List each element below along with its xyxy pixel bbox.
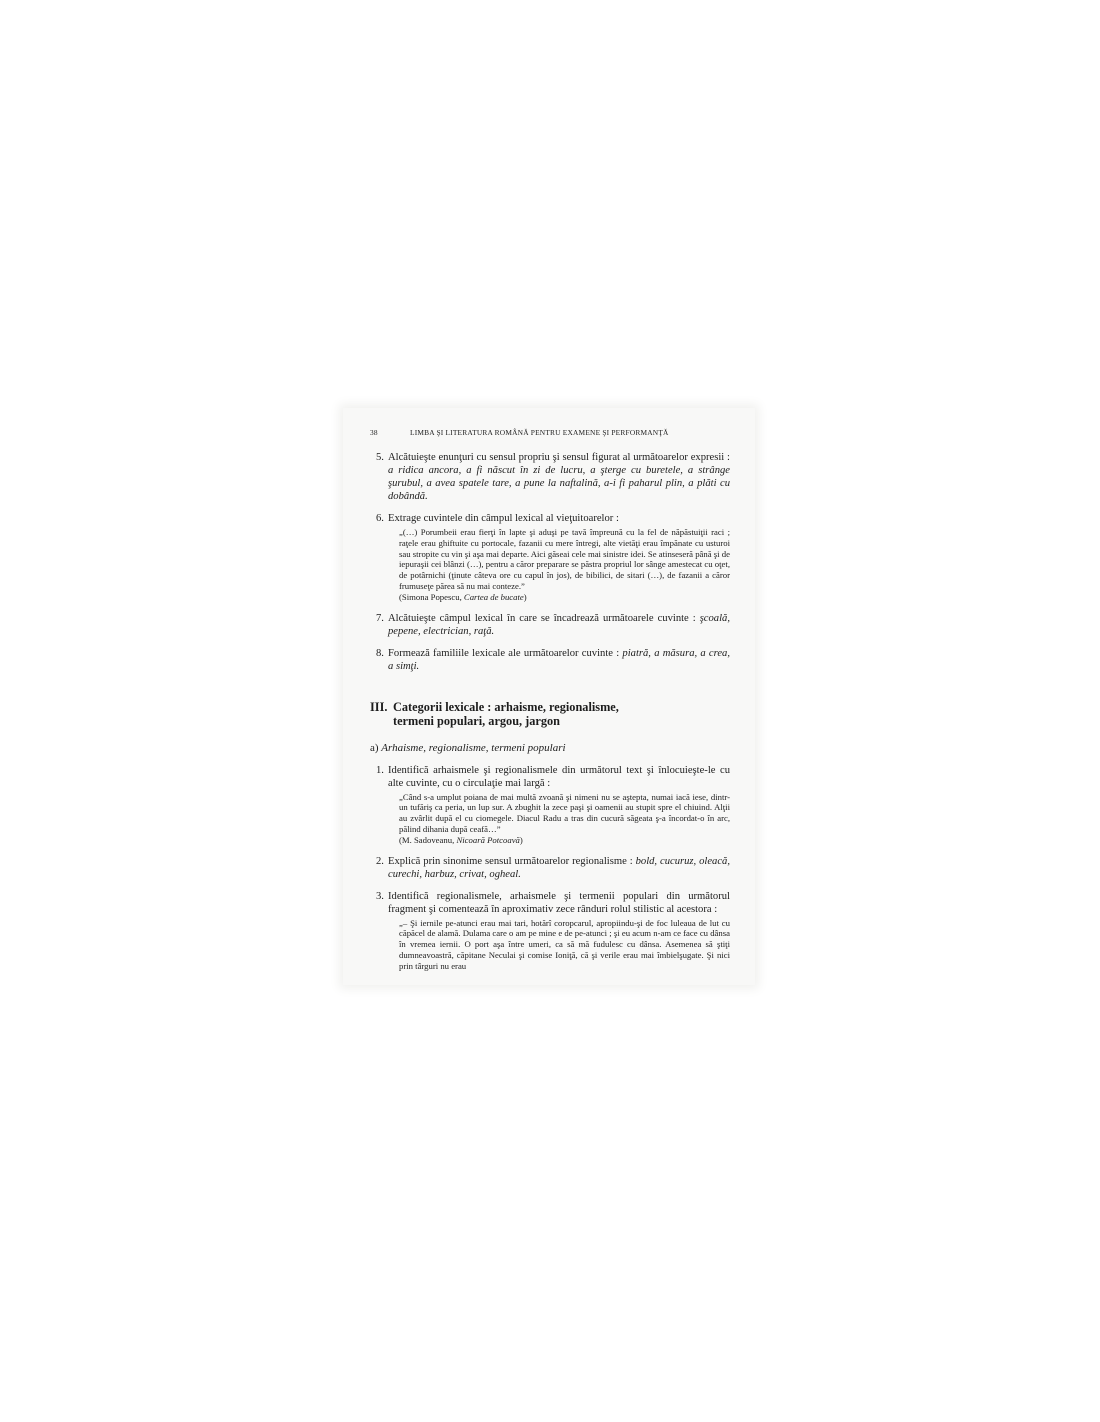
exercise-instruction: Formează familiile lexicale ale următoarelor cuvinte : xyxy=(388,647,623,659)
source-close: ) xyxy=(519,834,523,845)
source-work: Cartea de bucate xyxy=(463,591,524,602)
exercise-text xyxy=(388,451,730,503)
exercise-text xyxy=(388,855,730,881)
exercise-a1 xyxy=(370,764,730,846)
subsection-heading xyxy=(370,742,730,755)
exercise-number: 2. xyxy=(376,855,384,867)
quote-text: „(…) Porumbeii erau fierţi în lapte şi aduşi pe tavă împreună cu la fel de năpăstuiţii raci ; raţele erau ghiftuite cu portocale, fazanii cu mere întregi, alte vietăţi erau împănate cu usturoi sau stropite cu vin şi aşa mai departe. Aici găseai cele mai sinistre idei. Se atinseseră până şi de iepuraşii cei blânzi (…), pentru a căror preparare se păstra propriul lor sânge amestecat cu oţet, de potârnichi (ţinute câteva ore cu capul în jos), de bibilici, de sitari (…), de fazanii a căror frumuseţe părea să nu mai conteze.” xyxy=(399,527,730,591)
exercise-instruction: Extrage cuvintele din câmpul lexical al vieţuitoarelor : xyxy=(388,513,619,524)
exercise-8 xyxy=(370,647,730,673)
exercise-7 xyxy=(370,612,730,638)
exercise-number: 1. xyxy=(376,764,384,776)
exercise-items: bold, cucuruz, oleacă, curechi, harbuz, crivat, ogheal. xyxy=(388,855,730,880)
source-work: Nicoară Potcoavă xyxy=(456,834,520,845)
exercise-items: a ridica ancora, a fi născut în zi de lucru, a şterge cu buretele, a strânge şurubul, a avea spatele tare, a pune la naftalină, a-i fi paharul plin, a plăti cu dobândă. xyxy=(388,465,730,502)
page-content xyxy=(370,428,730,972)
exercise-instruction: Identifică arhaismele şi regionalismele din următorul text şi înlocuieşte-le cu alte cuvinte, cu o circulaţie mai largă : xyxy=(388,764,730,789)
section-title-line-1: Categorii lexicale : arhaisme, regionalisme, xyxy=(393,699,619,714)
quote-block xyxy=(399,792,730,846)
subsection-title: Arhaisme, regionalisme, termeni populari xyxy=(381,741,566,754)
exercise-number: 8. xyxy=(376,647,384,659)
exercise-5 xyxy=(370,451,730,503)
exercise-text xyxy=(388,647,730,673)
exercise-instruction: Explică prin sinonime sensul următoarelor regionalisme : xyxy=(388,855,636,867)
running-title: LIMBA ŞI LITERATURA ROMÂNĂ PENTRU EXAMENE ŞI PERFORMANŢĂ xyxy=(410,428,669,437)
page-number: 38 xyxy=(370,428,378,437)
quote-source xyxy=(399,592,730,603)
section-title-line-2: termeni populari, argou, jargon xyxy=(393,714,561,729)
quote-source xyxy=(399,835,730,846)
exercise-text xyxy=(388,612,730,638)
exercise-instruction: Identifică regionalismele, arhaismele şi termenii populari din următorul fragment şi comentează în aproximativ zece rânduri rolul stilistic al acestora : xyxy=(388,890,730,915)
quote-text: „Când s-a umplut poiana de mai multă zvoană şi nimeni nu se aştepta, numai iacă iese, dintr-un tufăriş ca peria, un lup sur. A zbughit la zece paşi şi oamenii au stupit spre el chiuind. Alţii au zvârlit după el cu ciomegele. Diacul Radu a tras din cucură săgeata ş-a încordat-o în arc, pălind dihania după ceafă…” xyxy=(399,791,730,834)
exercise-instruction: Alcătuieşte câmpul lexical în care se încadrează următoarele cuvinte : xyxy=(388,612,700,624)
exercise-items: piatră, a măsura, a crea, a simţi. xyxy=(388,647,730,672)
source-author: (Simona Popescu, xyxy=(399,591,464,602)
exercise-number: 7. xyxy=(376,612,384,624)
source-close: ) xyxy=(523,591,527,602)
exercise-a2 xyxy=(370,855,730,881)
source-author: (M. Sadoveanu, xyxy=(399,834,457,845)
quote-block xyxy=(399,527,730,603)
section-numeral: III. xyxy=(370,699,388,714)
exercise-number: 5. xyxy=(376,452,384,463)
quote-text: „– Şi iernile pe-atunci erau mai tari, hotărî coropcarul, apropiindu-şi de foc luleaua de lut cu căpăcel de alamă. Dulama care o am pe mine e de pe-atunci ; şi eu acum n-am ce face cu dânsa în vremea iernii. O port aşa între umeri, ca să mă fudulesc cu dânsa. Asemenea să ştiţi dumneavoastră, căpitane Neculai şi comise Ioniţă, că şi verile erau mai îmbielşugate. Şi nici prin târguri nu erau xyxy=(399,917,730,971)
exercise-number: 3. xyxy=(376,890,384,902)
subsection-letter: a) xyxy=(370,741,382,754)
exercise-6 xyxy=(370,512,730,603)
running-header xyxy=(370,428,730,442)
exercise-items: şcoală, pepene, electrician, raţă. xyxy=(388,612,730,637)
quote-block xyxy=(399,918,730,972)
exercise-a3 xyxy=(370,890,730,972)
section-heading xyxy=(370,700,730,729)
exercise-number: 6. xyxy=(376,513,384,524)
exercise-instruction: Alcătuieşte enunţuri cu sensul propriu şi sensul figurat al următoarelor expresii : xyxy=(388,452,730,463)
